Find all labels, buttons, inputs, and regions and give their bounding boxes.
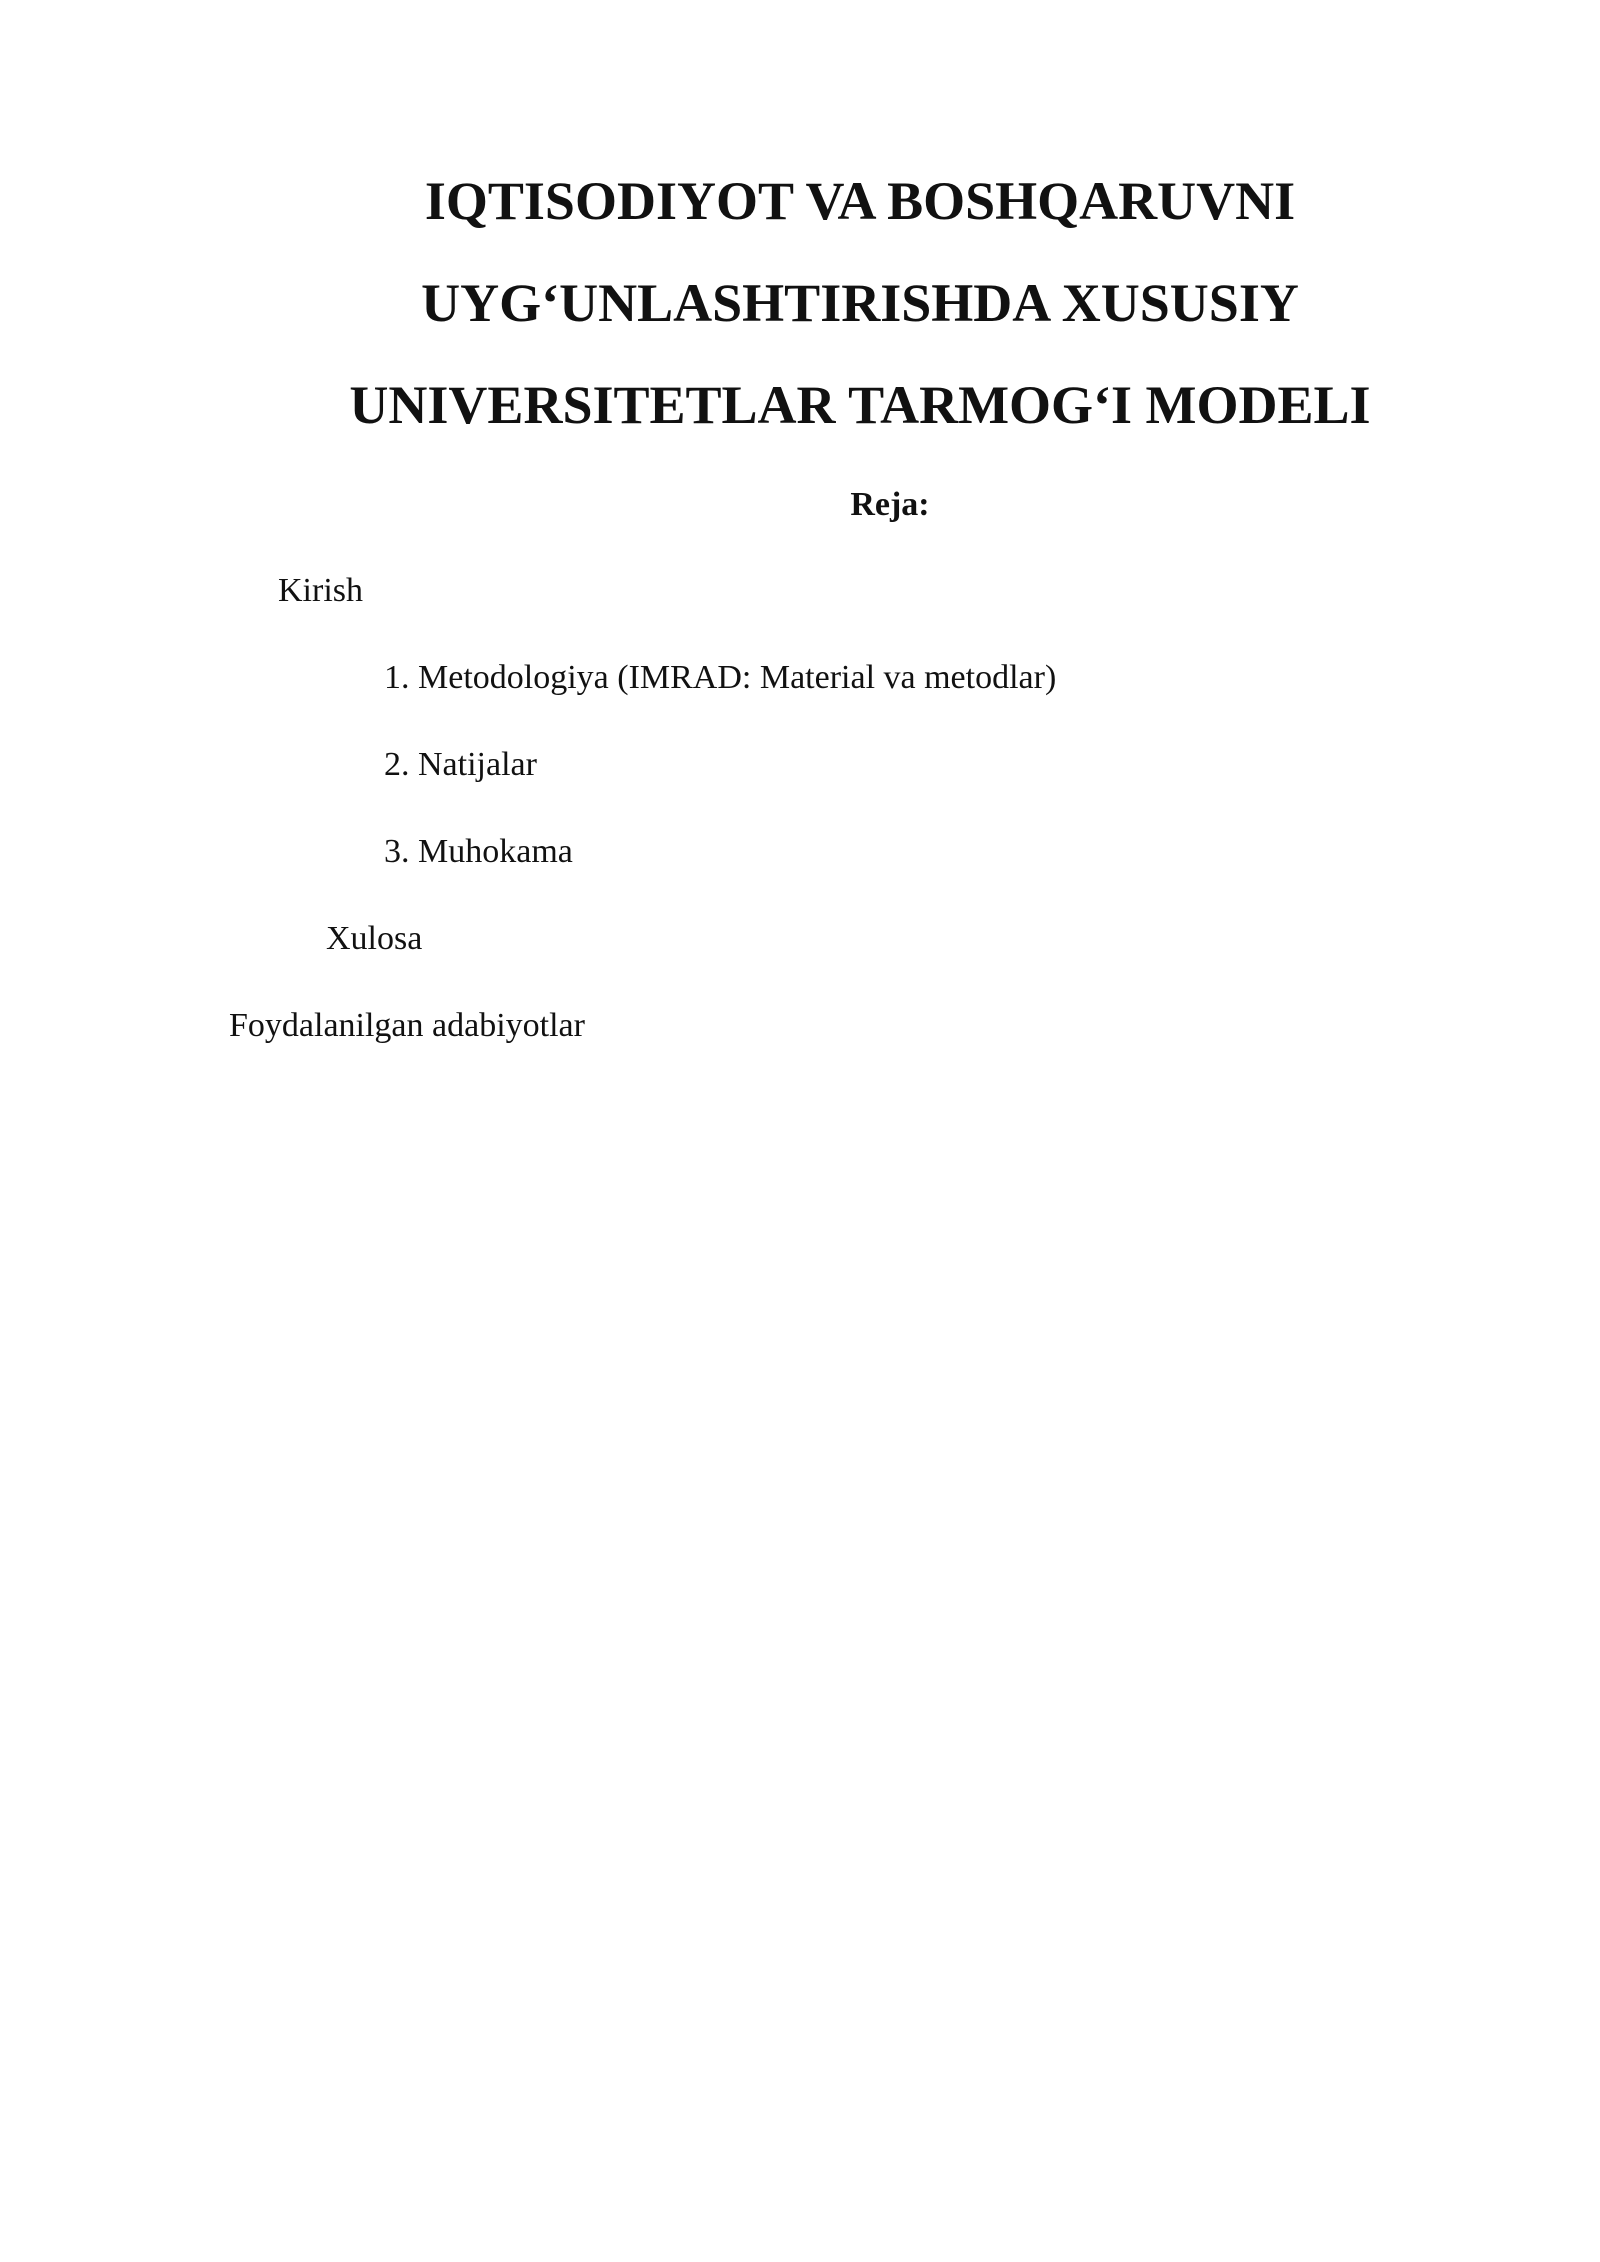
title-line-3: UNIVERSITETLAR TARMOG‘I MODELI [349,375,1371,435]
toc-item-metodologiya: 1. Metodologiya (IMRAD: Material va metodlar) [384,659,1057,696]
toc-item-xulosa: Xulosa [326,920,423,957]
toc-item-references: Foydalanilgan adabiyotlar [229,1007,585,1044]
title-line-1: IQTISODIYOT VA BOSHQARUVNI [424,171,1296,231]
plan-heading: Reja: [850,486,930,523]
toc-item-muhokama: 3. Muhokama [384,833,573,870]
document-title [0,150,1600,456]
toc-item-natijalar: 2. Natijalar [384,746,537,783]
toc-item-kirish: Kirish [278,572,363,609]
title-line-2: UYG‘UNLASHTIRISHDA XUSUSIY [421,273,1299,333]
